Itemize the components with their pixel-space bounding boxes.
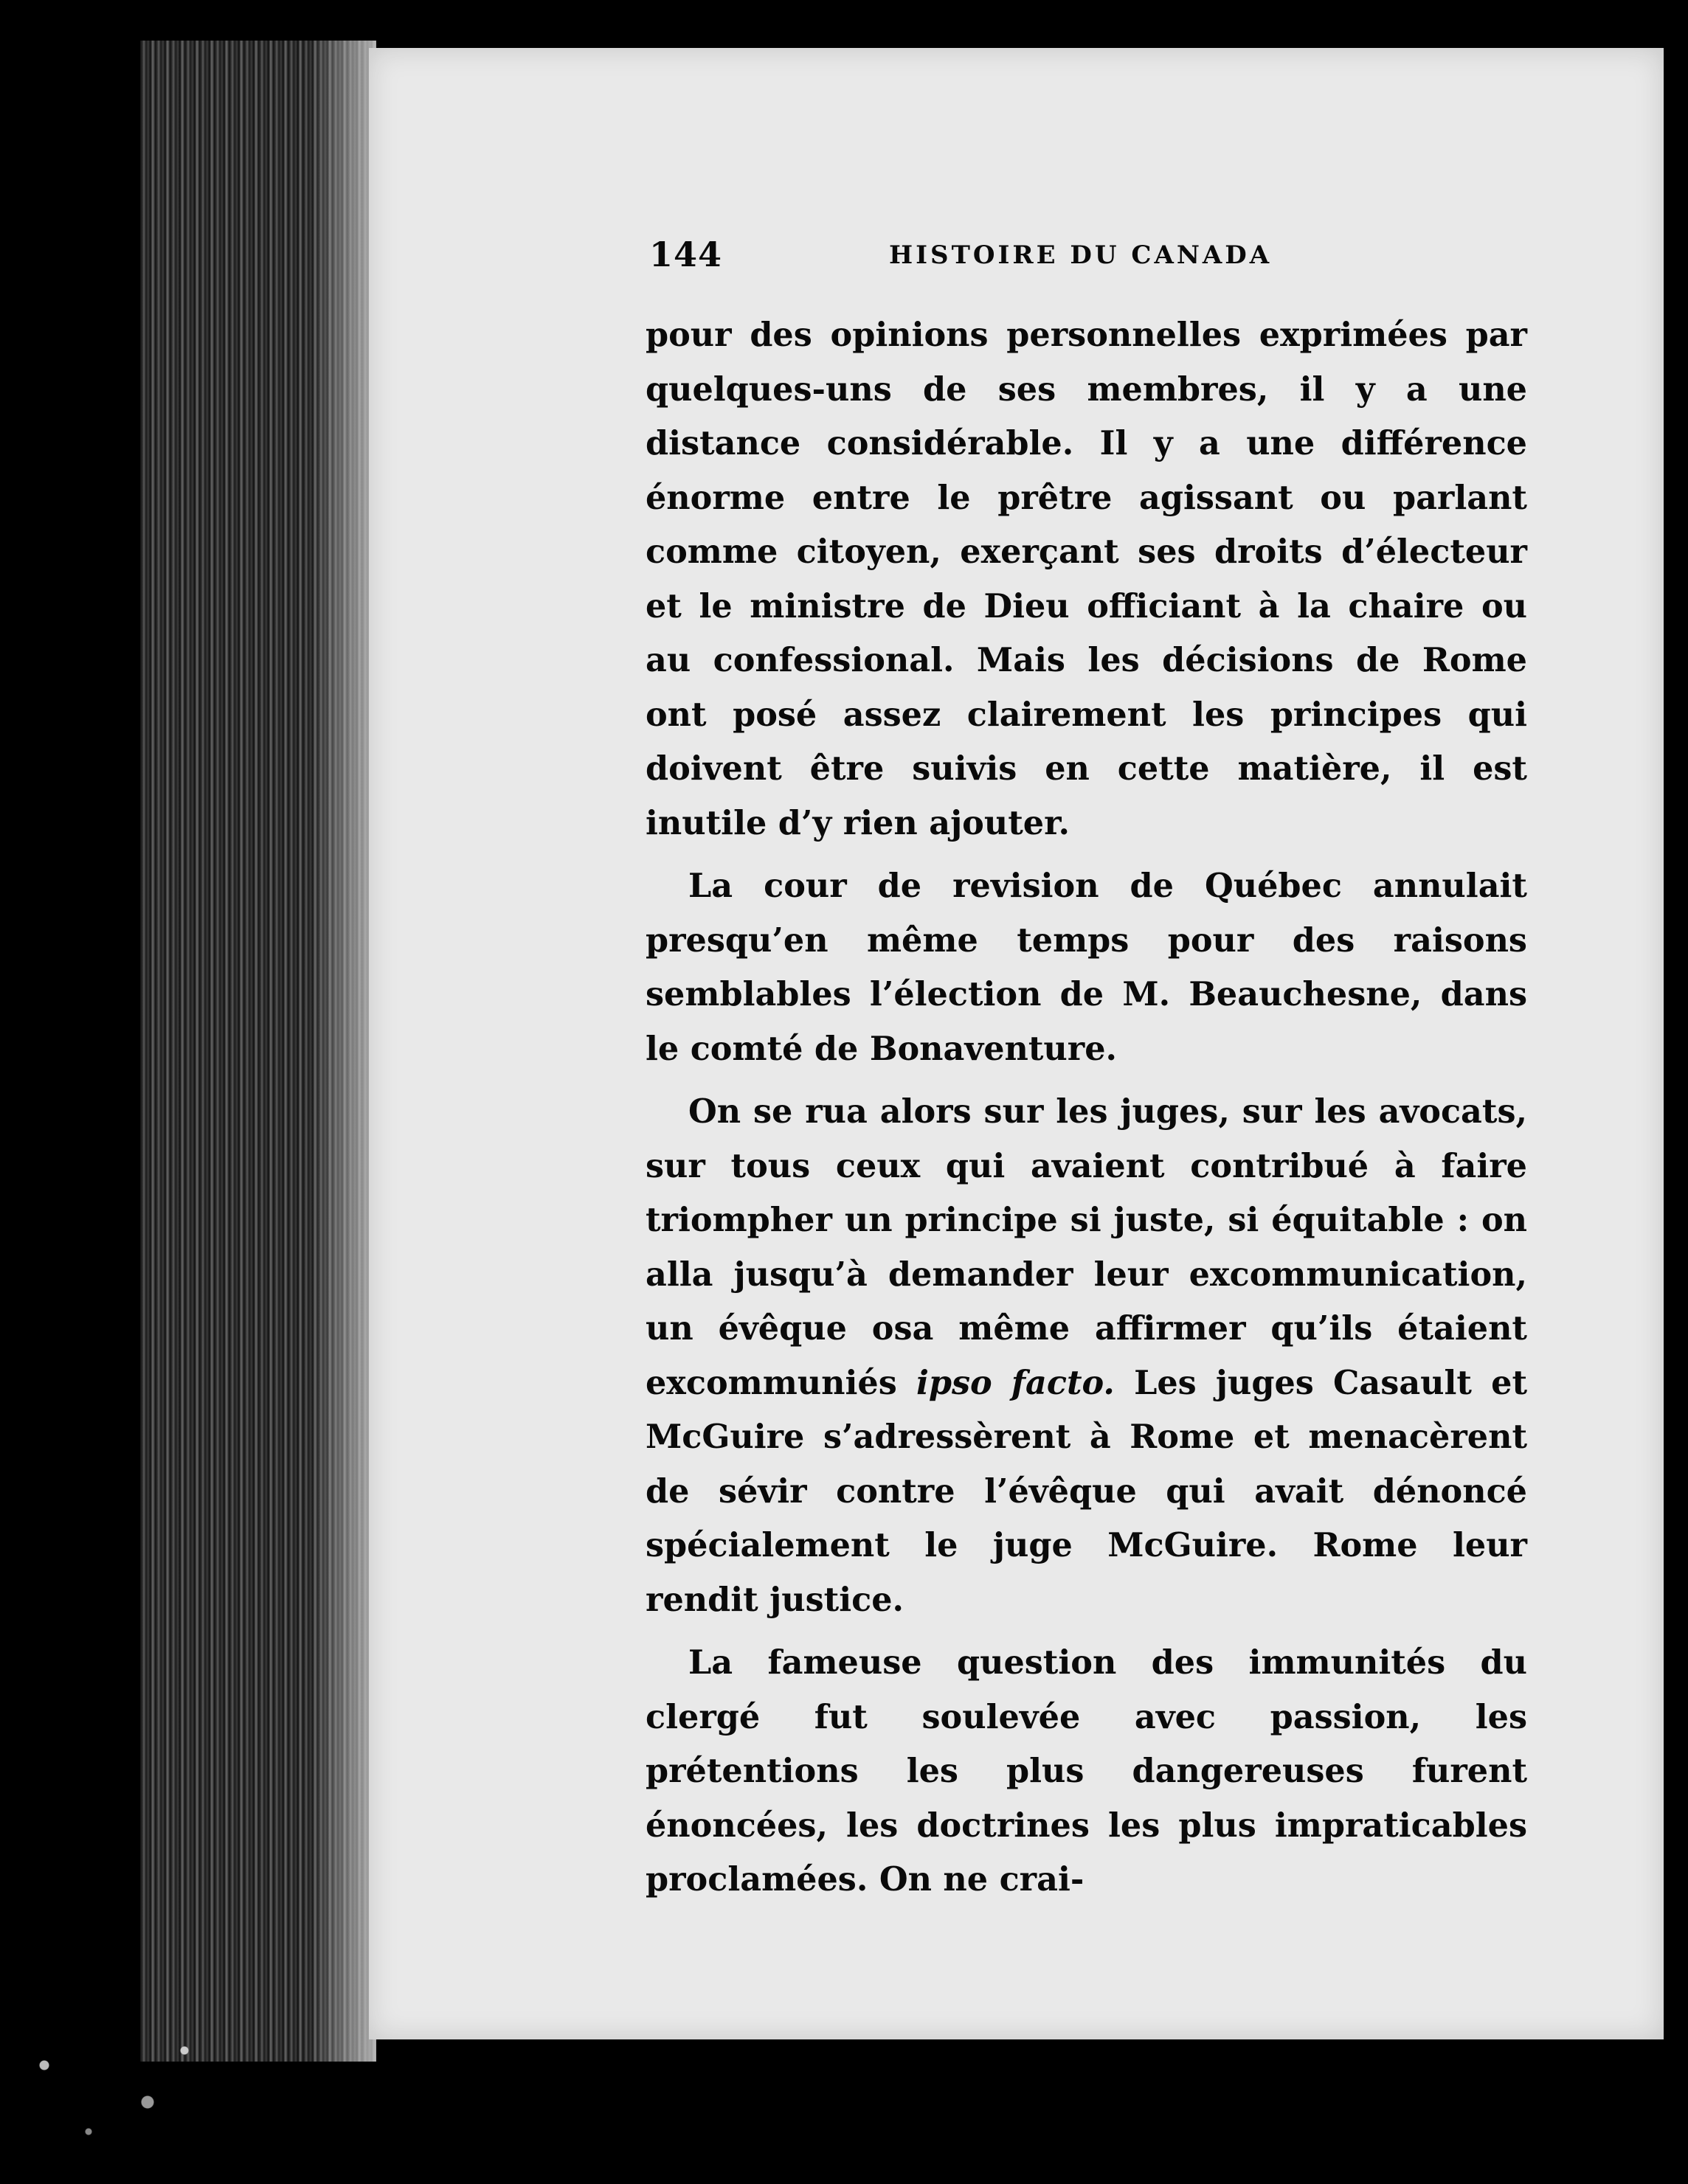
page-text-block (646, 235, 1527, 1907)
scan-debris (0, 2021, 384, 2184)
paragraph-3-italic: ipso facto. (916, 1363, 1115, 1402)
book-gutter-shadow (310, 41, 376, 2062)
running-title: HISTOIRE DU CANADA (889, 240, 1273, 270)
paragraph-4: La fameuse question des immunités du clergé fut soulevée avec passion, les prétentions les plus dangereuses furent énoncées, les doctrines les plus impraticables proclamées. On ne crai- (646, 1643, 1527, 1899)
paragraph-3 (646, 1085, 1527, 1627)
running-head (646, 235, 1527, 279)
paragraph-3-text-b: Les juges Casault et McGuire s’adressèrent à Rome et menacèrent de sévir contre l’évêque qui avait dénoncé spécialement le juge McGuire. Rome leur rendit justice. (646, 1363, 1528, 1619)
paragraph-2: La cour de revision de Québec annulait presqu’en même temps pour des raisons semblables l’élection de M. Beauchesne, dans le comté de Bonaventure. (646, 867, 1527, 1068)
paragraph-1: pour des opinions personnelles exprimées par quelques-uns de ses membres, il y a une distance considérable. Il y a une différence énorme entre le prêtre agissant ou parlant comme citoyen, exerçant ses droits d’électeur et le ministre de Dieu officiant à la chaire ou au confessional. Mais les décisions de Rome ont posé assez clairement les principes qui doivent être suivis en cette matière, il est inutile d’y rien ajouter. (646, 316, 1527, 842)
paragraph-3-text-a: On se rua alors sur les juges, sur les avocats, sur tous ceux qui avaient contribué à faire triompher un principe si juste, si équitable : on alla jusqu’à demander leur excommunication, un évêque osa même affirmer qu’ils étaient excommuniés (646, 1092, 1527, 1402)
scan-border-right (1664, 30, 1688, 2184)
page-number: 144 (649, 235, 723, 274)
